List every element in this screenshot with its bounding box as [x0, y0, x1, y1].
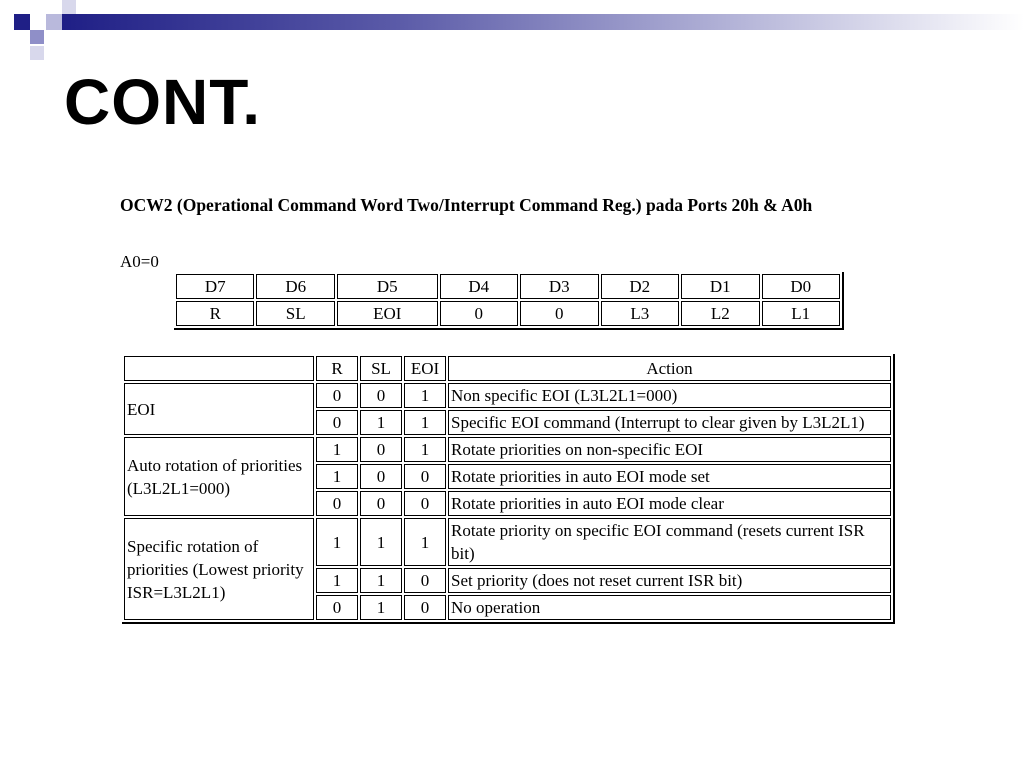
bit-header-cell: D0 [762, 274, 841, 299]
bit-value-cell: L3 [601, 301, 679, 326]
decor-square [14, 14, 30, 30]
cell-sl: 0 [360, 491, 402, 516]
bit-value-cell: L1 [762, 301, 841, 326]
header-blank-cell [124, 356, 314, 381]
table-row [124, 437, 891, 462]
cell-r: 1 [316, 568, 358, 593]
decor-square [46, 14, 62, 30]
cell-sl: 1 [360, 595, 402, 620]
bit-header-cell: D4 [440, 274, 518, 299]
group-label-eoi: EOI [124, 383, 314, 435]
document-heading: OCW2 (Operational Command Word Two/Interrupt Command Reg.) pada Ports 20h & A0h [120, 195, 813, 215]
group-label-specific-rotation: Specific rotation of priorities (Lowest priority ISR=L3L2L1) [124, 518, 314, 620]
cell-r: 0 [316, 410, 358, 435]
cell-action: Non specific EOI (L3L2L1=000) [448, 383, 891, 408]
decor-square [30, 30, 44, 44]
cell-sl: 1 [360, 518, 402, 566]
cell-eoi: 0 [404, 464, 446, 489]
bit-value-cell: 0 [520, 301, 598, 326]
cell-action: Specific EOI command (Interrupt to clear given by L3L2L1) [448, 410, 891, 435]
cell-r: 1 [316, 437, 358, 462]
bit-header-cell: D3 [520, 274, 598, 299]
cell-eoi: 1 [404, 383, 446, 408]
cell-eoi: 0 [404, 595, 446, 620]
bit-value-cell: R [176, 301, 254, 326]
cell-eoi: 1 [404, 410, 446, 435]
cell-r: 0 [316, 595, 358, 620]
cell-sl: 0 [360, 383, 402, 408]
cell-action: Rotate priorities on non-specific EOI [448, 437, 891, 462]
table-row [124, 518, 891, 566]
bit-header-cell: D7 [176, 274, 254, 299]
cell-action: No operation [448, 595, 891, 620]
header-eoi: EOI [404, 356, 446, 381]
table-row [124, 383, 891, 408]
bit-value-cell: SL [256, 301, 334, 326]
slide-title: CONT. [64, 66, 261, 138]
decor-square [62, 0, 76, 14]
cell-sl: 1 [360, 568, 402, 593]
cell-r: 1 [316, 464, 358, 489]
bit-header-cell: D1 [681, 274, 759, 299]
header-sl: SL [360, 356, 402, 381]
cell-action: Set priority (does not reset current ISR bit) [448, 568, 891, 593]
cell-r: 1 [316, 518, 358, 566]
cell-eoi: 1 [404, 518, 446, 566]
ocw2-action-table [122, 354, 895, 624]
cell-sl: 1 [360, 410, 402, 435]
cell-r: 0 [316, 383, 358, 408]
bit-header-row [176, 274, 840, 299]
header-action: Action [448, 356, 891, 381]
bit-header-cell: D6 [256, 274, 334, 299]
group-label-auto-rotation: Auto rotation of priorities (L3L2L1=000) [124, 437, 314, 516]
cell-eoi: 0 [404, 568, 446, 593]
cell-sl: 0 [360, 437, 402, 462]
cell-action: Rotate priority on specific EOI command (resets current ISR bit) [448, 518, 891, 566]
cell-eoi: 1 [404, 437, 446, 462]
cell-eoi: 0 [404, 491, 446, 516]
bit-value-cell: EOI [337, 301, 438, 326]
bit-header-cell: D2 [601, 274, 679, 299]
cell-action: Rotate priorities in auto EOI mode clear [448, 491, 891, 516]
cell-sl: 0 [360, 464, 402, 489]
cell-action: Rotate priorities in auto EOI mode set [448, 464, 891, 489]
cell-r: 0 [316, 491, 358, 516]
bit-header-cell: D5 [337, 274, 438, 299]
header-r: R [316, 356, 358, 381]
decor-square [30, 46, 44, 60]
bit-value-cell: L2 [681, 301, 759, 326]
bit-value-cell: 0 [440, 301, 518, 326]
ocw2-bit-table [174, 272, 844, 330]
a0-label: A0=0 [120, 252, 159, 271]
bit-value-row [176, 301, 840, 326]
action-header-row [124, 356, 891, 381]
title-gradient-bar [62, 14, 1024, 30]
